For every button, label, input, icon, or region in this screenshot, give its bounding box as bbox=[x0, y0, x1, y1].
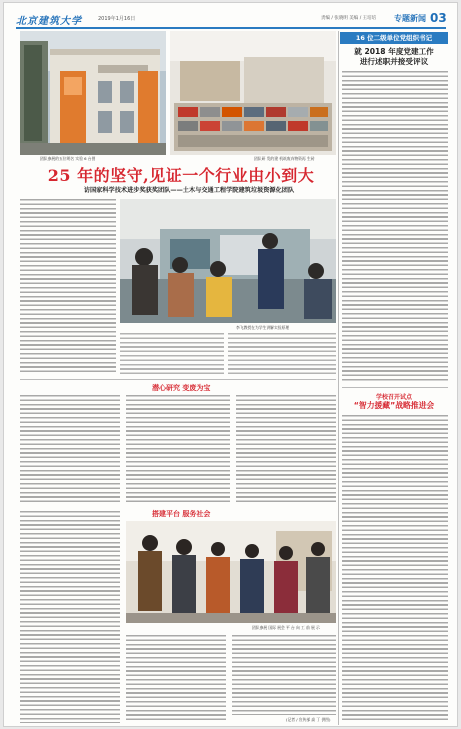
lead-subheadline: 访国家科学技术进步奖获奖团队——土木与交通工程学院建筑垃圾资源化团队 bbox=[83, 187, 295, 194]
bricks-photo-caption: 团队研 发的建 机筑废弃物资再 生砖 bbox=[254, 156, 315, 161]
section1-col3 bbox=[236, 395, 336, 505]
lead-headline: 25 年的坚守,见证一个行业由小到大 bbox=[47, 166, 315, 185]
section1-col2 bbox=[126, 395, 230, 505]
lab-photo-caption: 李飞教授在为学生讲解实验原理 bbox=[236, 325, 290, 330]
right-story2-kicker: 学校召开试点 bbox=[375, 394, 412, 401]
right-story-headline-1: 就 2018 年度党建工作 bbox=[354, 47, 434, 56]
page-number: 03 bbox=[430, 11, 447, 25]
lead-byline: (记者 / 宣传部 高 丁 供图) bbox=[286, 717, 331, 722]
right-story2-headline: “智力援藏”战略推进会 bbox=[353, 401, 435, 410]
section1-col1 bbox=[20, 395, 120, 505]
right-story-body bbox=[342, 71, 448, 383]
paper-logo: 北京建筑大学 bbox=[16, 16, 82, 27]
lead-body-text-3 bbox=[228, 333, 336, 375]
masthead bbox=[16, 11, 446, 29]
section2-col3 bbox=[232, 635, 336, 715]
divider bbox=[20, 379, 336, 380]
right-story-kicker: 16 位二级单位党组织书记 bbox=[340, 32, 448, 44]
building-photo bbox=[20, 31, 166, 155]
section2-col1 bbox=[20, 511, 120, 723]
right-story-headline-2: 进行述职并接受评议 bbox=[359, 57, 429, 66]
newspaper-page bbox=[3, 2, 458, 727]
bricks-photo bbox=[170, 31, 336, 155]
building-photo-caption: 团队参展的五位明名 实验 6 台图 bbox=[40, 156, 96, 161]
issue-date: 2019年1月16日 bbox=[98, 16, 136, 22]
right-story2-body bbox=[342, 415, 448, 721]
column-rule bbox=[338, 31, 339, 725]
lead-body-text-2 bbox=[120, 333, 224, 375]
section-heading-research: 潜心研究 变废为宝 bbox=[152, 384, 211, 392]
lab-photo bbox=[120, 199, 336, 323]
group-photo bbox=[126, 521, 336, 623]
section2-col2 bbox=[126, 635, 226, 721]
group-photo-caption: 团队参展 国际 展会 平 台 向 工 前 展 示 bbox=[252, 625, 320, 630]
section-heading-platform: 搭建平台 服务社会 bbox=[152, 510, 211, 518]
editor-line: 责编 / 张晓明 美编 / 王培培 bbox=[321, 16, 377, 21]
lead-body-text bbox=[20, 199, 116, 375]
right-divider bbox=[342, 387, 448, 388]
section-name: 专题新闻 bbox=[394, 14, 426, 23]
